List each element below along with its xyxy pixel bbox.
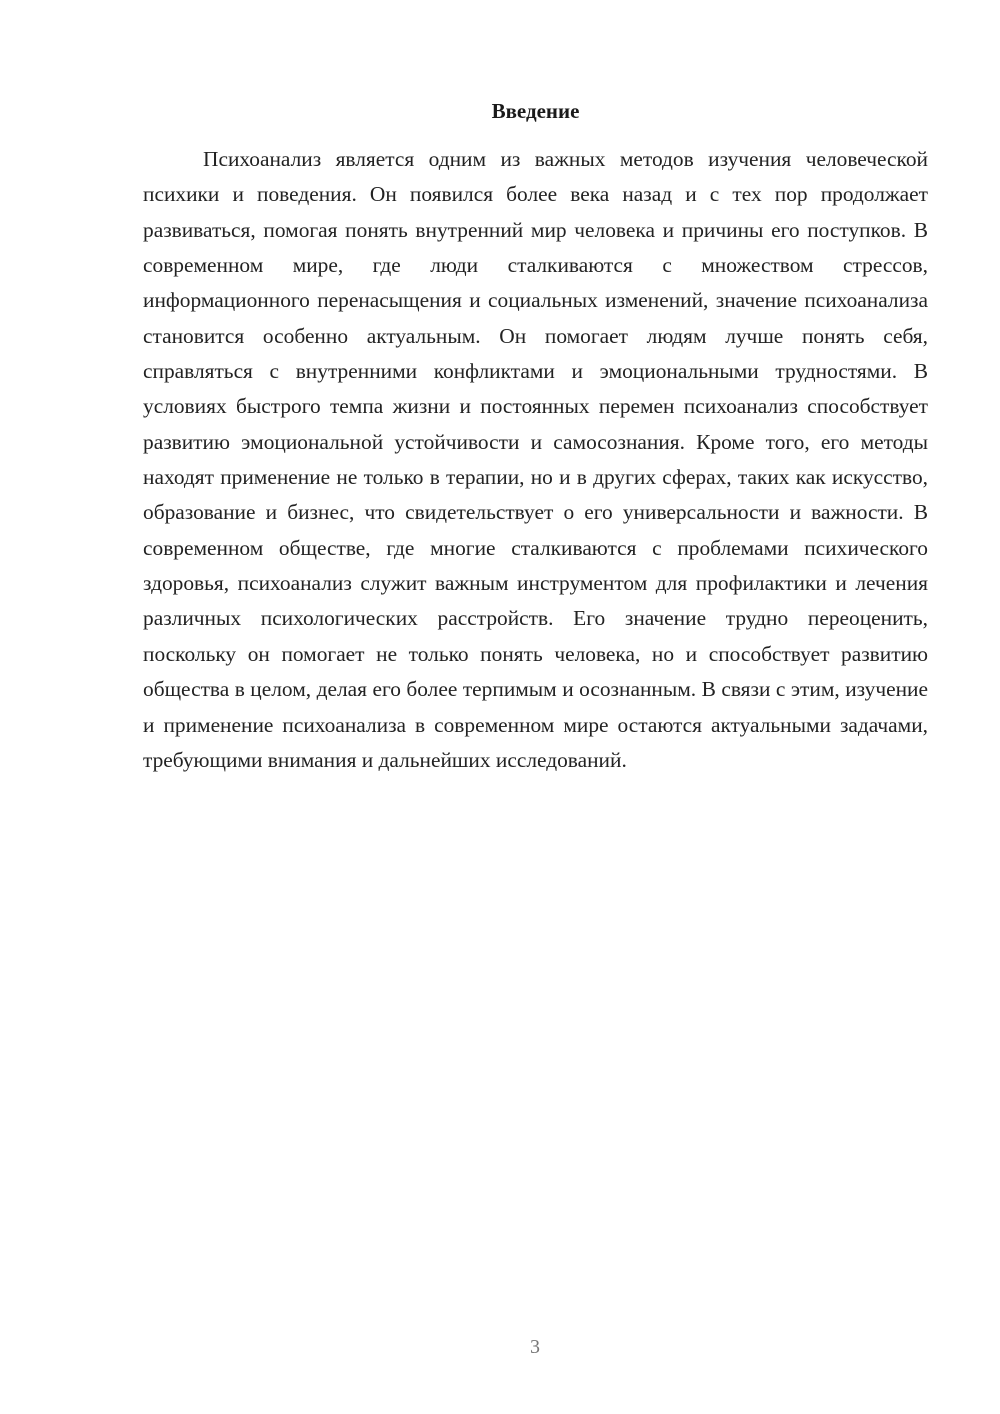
section-heading: Введение bbox=[491, 99, 580, 123]
introduction-paragraph: Психоанализ является одним из важных методов изучения человеческой психики и поведения. Он появился более века назад и с тех пор продолжает развиваться, помогая понять внутренний мир человека и причины его поступков. В современном мире, где люди сталкиваются с множеством стрессов, информационного перенасыщения и социальных изменений, значение психоанализа становится особенно актуальным. Он помогает людям лучше понять себя, справляться с внутренними конфликтами и эмоциональными трудностями. В условиях быстрого темпа жизни и постоянных перемен психоанализ способствует развитию эмоциональной устойчивости и самосознания. Кроме того, его методы находят применение не только в терапии, но и в других сферах, таких как искусство, образование и бизнес, что свидетельствует о его универсальности и важности. В современном обществе, где многие сталкиваются с проблемами психического здоровья, психоанализ служит важным инструментом для профилактики и лечения различных психологических расстройств. Его значение трудно переоценить, поскольку он помогает не только понять человека, но и способствует развитию общества в целом, делая его более терпимым и осознанным. В связи с этим, изучение и применение психоанализа в современном мире остаются актуальными задачами, требующими внимания и дальнейших исследований. bbox=[143, 147, 928, 772]
page-number: 3 bbox=[530, 1336, 540, 1358]
